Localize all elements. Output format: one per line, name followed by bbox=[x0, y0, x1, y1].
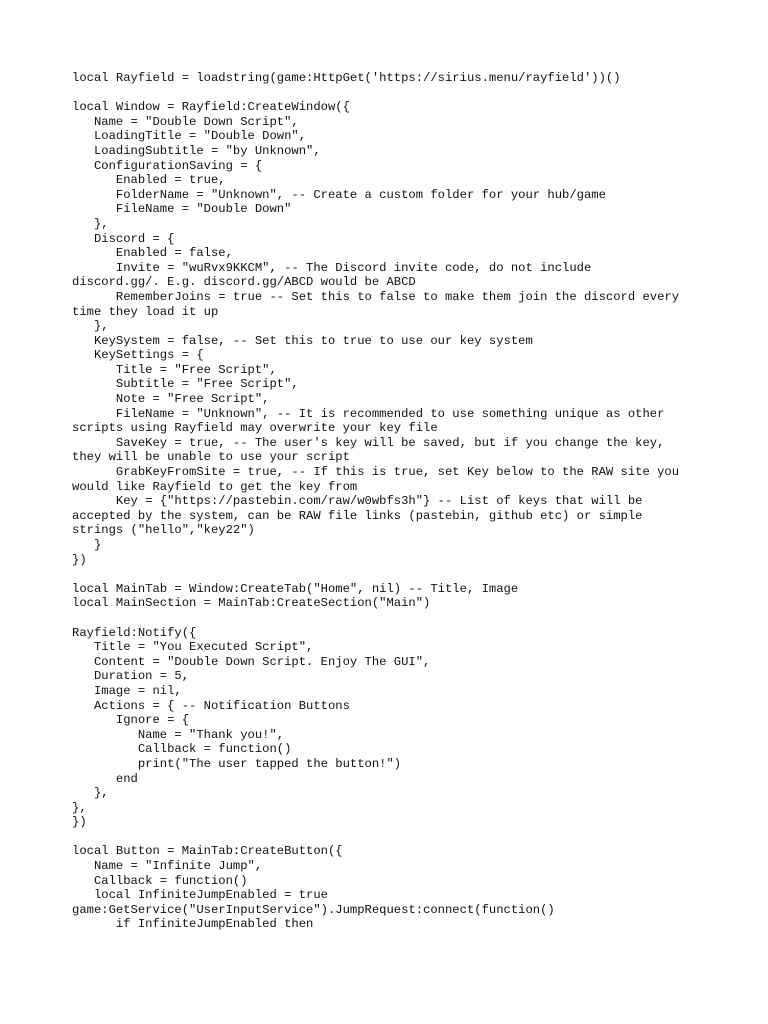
code-line: Title = "You Executed Script", bbox=[72, 640, 314, 655]
code-line: local Rayfield = loadstring(game:HttpGet('https://sirius.menu/rayfield'))() bbox=[72, 71, 621, 85]
code-line bbox=[72, 567, 712, 582]
code-line: LoadingTitle = "Double Down", bbox=[72, 129, 307, 144]
code-line: FileName = "Unknown", -- It is recommended to use something unique as other bbox=[72, 406, 665, 421]
code-line: Actions = { -- Notification Buttons bbox=[72, 698, 350, 713]
code-line: local MainTab = Window:CreateTab("Home", nil) -- Title, Image bbox=[72, 581, 519, 596]
code-line: Ignore = { bbox=[72, 713, 190, 728]
code-line: Callback = function() bbox=[72, 873, 248, 888]
code-line: Title = "Free Script", bbox=[72, 362, 277, 377]
code-line: print("The user tapped the button!") bbox=[72, 756, 402, 771]
code-line: KeySettings = { bbox=[72, 348, 204, 363]
code-line: FolderName = "Unknown", -- Create a custom folder for your hub/game bbox=[72, 187, 606, 202]
code-line: }, bbox=[72, 216, 109, 231]
code-line: local MainSection = MainTab:CreateSection("Main") bbox=[72, 596, 431, 611]
code-line: game:GetService("UserInputService").JumpRequest:connect(function() bbox=[72, 902, 555, 917]
code-line: end bbox=[72, 771, 138, 786]
code-line: LoadingSubtitle = "by Unknown", bbox=[72, 143, 321, 158]
code-line: }) bbox=[72, 552, 87, 567]
code-line: ConfigurationSaving = { bbox=[72, 158, 263, 173]
code-line: Content = "Double Down Script. Enjoy The GUI", bbox=[72, 654, 431, 669]
code-line: local Window = Rayfield:CreateWindow({ bbox=[72, 100, 350, 115]
code-line: Discord = { bbox=[72, 231, 175, 246]
code-line: scripts using Rayfield may overwrite your key file bbox=[72, 421, 438, 436]
code-block bbox=[72, 71, 712, 932]
code-line: Image = nil, bbox=[72, 683, 182, 698]
code-line bbox=[72, 611, 712, 626]
code-line: would like Rayfield to get the key from bbox=[72, 479, 358, 494]
code-line: Invite = "wuRvx9KKCM", -- The Discord invite code, do not include bbox=[72, 260, 592, 275]
code-line: Duration = 5, bbox=[72, 669, 190, 684]
code-line: Name = "Thank you!", bbox=[72, 727, 285, 742]
code-line: Name = "Double Down Script", bbox=[72, 114, 299, 129]
code-line: SaveKey = true, -- The user's key will be saved, but if you change the key, bbox=[72, 435, 665, 450]
code-line: local Button = MainTab:CreateButton({ bbox=[72, 844, 343, 859]
code-line: }) bbox=[72, 815, 87, 830]
code-line: Subtitle = "Free Script", bbox=[72, 377, 299, 392]
code-line: local InfiniteJumpEnabled = true bbox=[72, 888, 328, 903]
code-line: time they load it up bbox=[72, 304, 219, 319]
code-line: GrabKeyFromSite = true, -- If this is true, set Key below to the RAW site you bbox=[72, 465, 680, 480]
code-line: discord.gg/. E.g. discord.gg/ABCD would be ABCD bbox=[72, 275, 416, 290]
code-line: Enabled = true, bbox=[72, 173, 226, 188]
code-line: FileName = "Double Down" bbox=[72, 202, 292, 217]
code-line: RememberJoins = true -- Set this to false to make them join the discord every bbox=[72, 289, 680, 304]
code-line: }, bbox=[72, 319, 109, 334]
code-line: strings ("hello","key22") bbox=[72, 523, 255, 538]
code-line: Enabled = false, bbox=[72, 246, 233, 261]
code-line bbox=[72, 86, 712, 101]
code-line: Note = "Free Script", bbox=[72, 392, 270, 407]
code-line: }, bbox=[72, 800, 87, 815]
code-line bbox=[72, 830, 712, 845]
code-line: accepted by the system, can be RAW file links (pastebin, github etc) or simple bbox=[72, 508, 643, 523]
code-line: } bbox=[72, 538, 102, 552]
code-line: if InfiniteJumpEnabled then bbox=[72, 917, 314, 932]
code-line: Rayfield:Notify({ bbox=[72, 625, 197, 640]
code-line: Callback = function() bbox=[72, 742, 292, 757]
code-line: Key = {"https://pastebin.com/raw/w0wbfs3h"} -- List of keys that will be bbox=[72, 494, 643, 509]
code-line: }, bbox=[72, 786, 109, 801]
code-line: Name = "Infinite Jump", bbox=[72, 859, 263, 874]
code-line: KeySystem = false, -- Set this to true to use our key system bbox=[72, 333, 533, 348]
code-line: they will be unable to use your script bbox=[72, 450, 350, 465]
